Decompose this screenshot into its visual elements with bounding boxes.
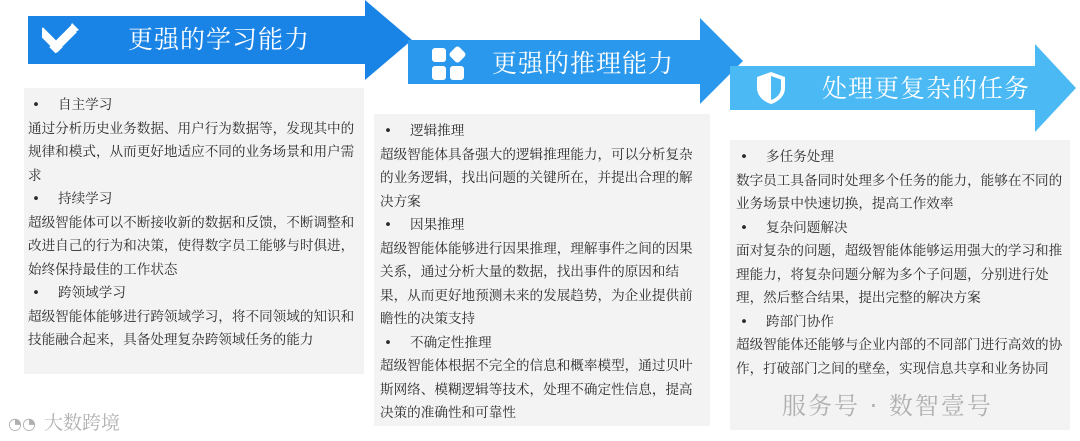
item-title: 跨部门协作 [766, 313, 834, 330]
list-item: • 跨部门协作 [736, 311, 1066, 335]
item-title: 跨领域学习 [58, 285, 126, 301]
list-item: • 不确定性推理 [380, 332, 704, 356]
item-title: 逻辑推理 [410, 123, 465, 139]
app-grid-icon [430, 46, 466, 82]
shield-icon [754, 70, 788, 106]
item-title: 多任务处理 [766, 149, 834, 165]
list-item: • 逻辑推理 [380, 120, 704, 144]
item-desc: 通过分析历史业务数据、用户行为数据等，发现其中的规律和模式，从而更好地适应不同的业务场景和用户需求 [28, 120, 355, 184]
item-desc: 超级智能体具备强大的逻辑推理能力，可以分析复杂的业务逻辑，找出问题的关键所在，并提出合理的解决方案 [380, 146, 693, 210]
item-title: 不确定性推理 [410, 334, 492, 351]
brand-text: 大数跨境 [44, 412, 121, 434]
item-desc: 超级智能体可以不断接收新的数据和反馈，不断调整和改进自己的行为和决策，使得数字员工能够与时俱进，始终保持最佳的工作状态 [28, 214, 355, 278]
item-desc: 超级智能体能够进行因果推理，理解事件之间的因果关系，通过分析大量的数据，找出事件的原因和结果，从而更好地预测未来的发展趋势，为企业提供前瞻性的决策支持 [380, 240, 693, 327]
list-item: • 持续学习 [28, 188, 358, 212]
item-title: 持续学习 [58, 191, 113, 207]
item-desc: 超级智能体能够进行跨领域学习，将不同领域的知识和技能融合起来，具备处理复杂跨领域任务的能力 [28, 308, 355, 348]
stage-title-2: 更强的推理能力 [492, 49, 675, 78]
stage-title-1: 更强的学习能力 [128, 25, 311, 54]
list-item: • 跨领域学习 [28, 282, 358, 306]
stage-panel-2 [374, 114, 710, 426]
item-title: 因果推理 [410, 217, 465, 233]
stage-title-3: 处理更复杂的任务 [822, 74, 1031, 103]
watermark: 服务号 · 数智壹号 [782, 392, 993, 420]
list-item: • 自主学习 [28, 94, 358, 118]
item-desc: 超级智能体还能够与企业内部的不同部门进行高效的协作，打破部门之间的壁垒，实现信息共享和业务协同 [736, 337, 1063, 377]
stage-panel-1 [24, 88, 364, 374]
list-item: • 复杂问题解决 [736, 217, 1066, 241]
item-desc: 数字员工具备同时处理多个任务的能力，能够在不同的业务场景中快速切换，提高工作效率 [736, 172, 1063, 212]
item-title: 自主学习 [58, 97, 113, 113]
list-item: • 因果推理 [380, 214, 704, 238]
brand-watermark [8, 408, 120, 435]
pencil-ruler-icon [42, 20, 82, 60]
list-item: • 多任务处理 [736, 146, 1066, 170]
brand-logo-icon: ◔◔ [8, 414, 36, 433]
item-desc: 超级智能体根据不完全的信息和概率模型，通过贝叶斯网络、模糊逻辑等技术，处理不确定性信息，提高决策的准确性和可靠性 [380, 358, 693, 421]
item-desc: 面对复杂的问题，超级智能体能够运用强大的学习和推理能力，将复杂问题分解为多个子问题，分别进行处理，然后整合结果，提出完整的解决方案 [736, 243, 1063, 306]
item-title: 复杂问题解决 [766, 219, 848, 236]
